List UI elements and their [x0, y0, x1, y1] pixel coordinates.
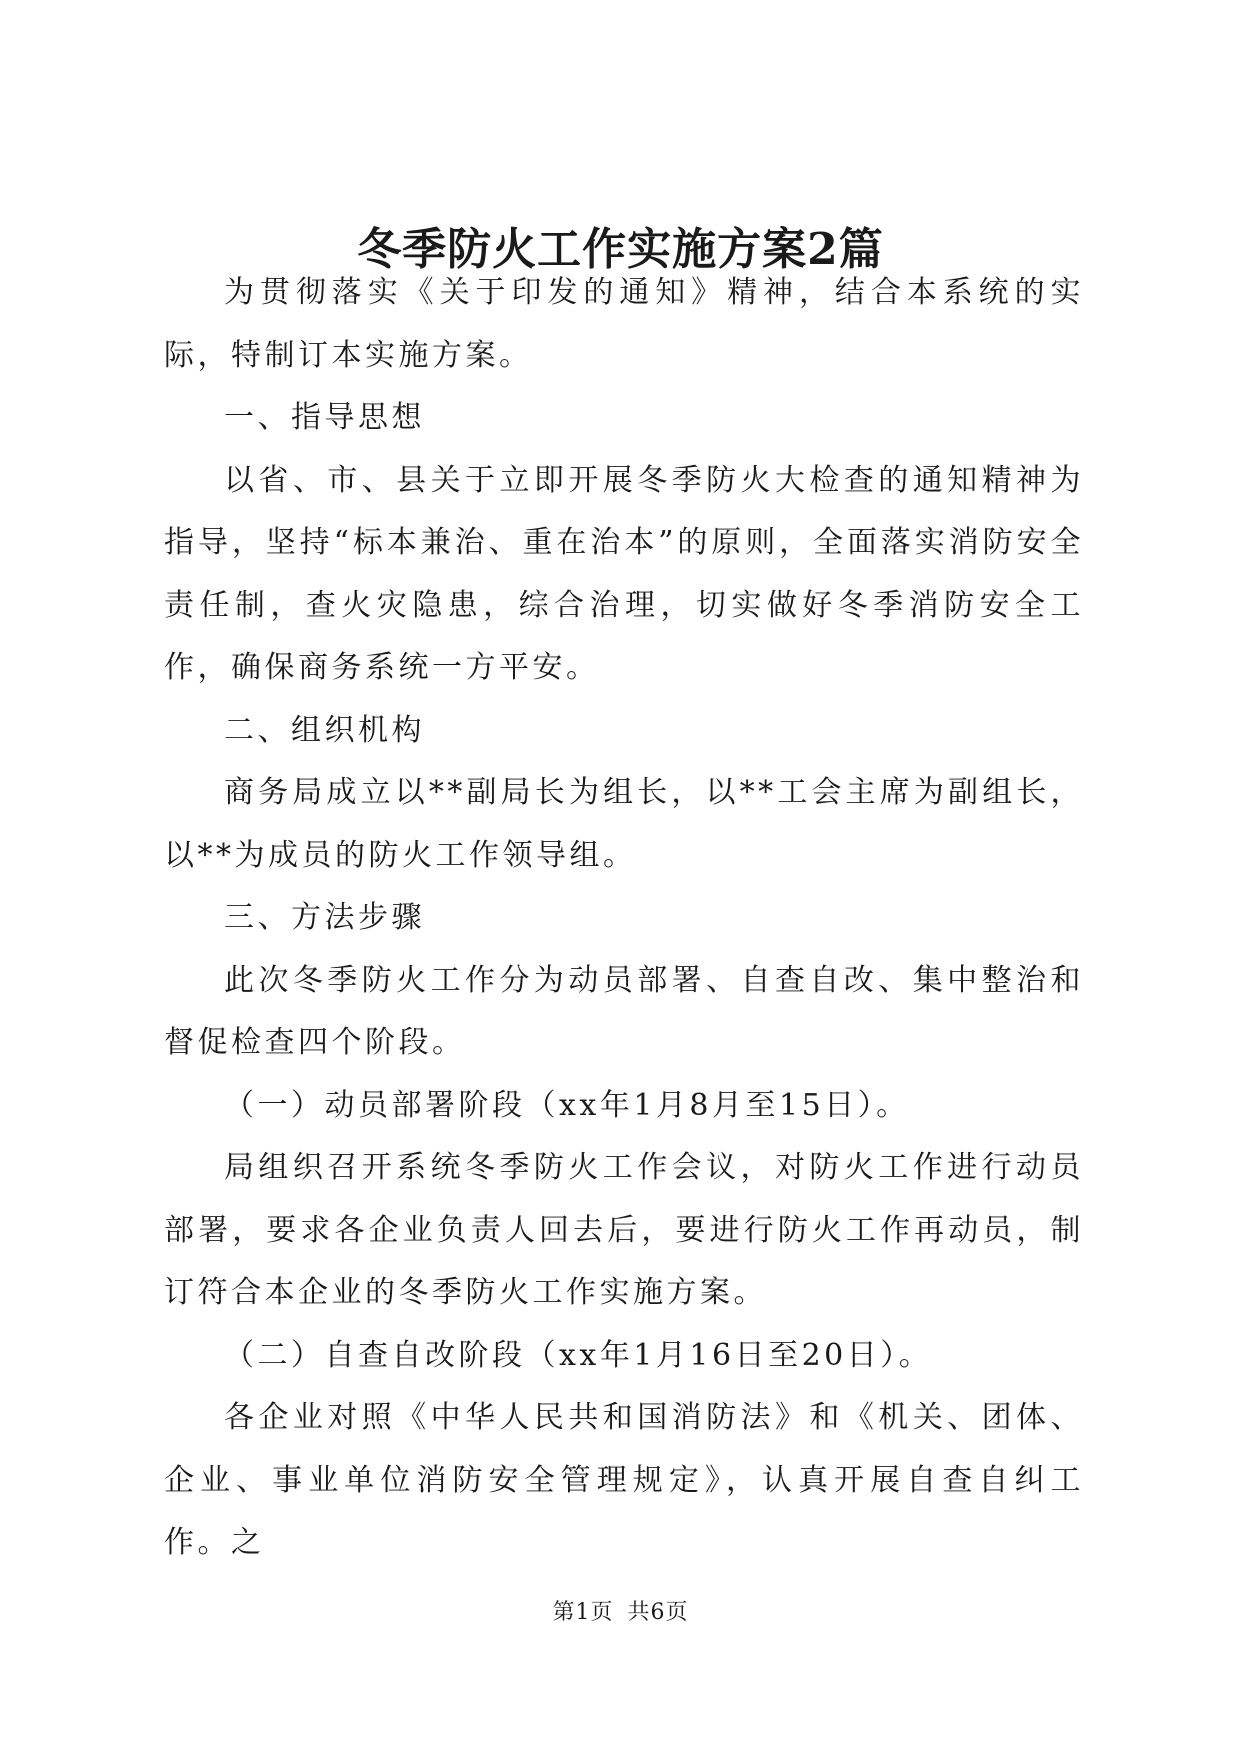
heading-methods-steps: 三、方法步骤	[224, 900, 425, 935]
subheading-self-check-stage: （二）自查自改阶段（xx年1月16日至20日）。	[224, 1337, 933, 1373]
paragraph-methods-steps: 此次冬季防火工作分为动员部署、自查自改、集中整治和督促检查四个阶段。	[164, 962, 1084, 1060]
page-total: 共6页	[627, 1600, 689, 1625]
page-number: 第1页	[552, 1600, 614, 1625]
document-body	[164, 262, 1084, 1575]
paragraph-intro: 为贯彻落实《关于印发的通知》精神，结合本系统的实际，特制订本实施方案。	[164, 275, 1084, 373]
heading-guiding-ideology: 一、指导思想	[224, 400, 425, 435]
paragraph-organization: 商务局成立以**副局长为组长，以**工会主席为副组长，以**为成员的防火工作领导组。	[164, 775, 1084, 873]
subheading-mobilization-stage: （一）动员部署阶段（xx年1月8月至15日）。	[224, 1087, 910, 1123]
heading-organization: 二、组织机构	[224, 712, 425, 748]
paragraph-self-check-stage: 各企业对照《中华人民共和国消防法》和《机关、团体、企业、事业单位消防安全管理规定》，认真开展自查自纠工作。之	[164, 1400, 1084, 1560]
paragraph-guiding-ideology: 以省、市、县关于立即开展冬季防火大检查的通知精神为指导，坚持“标本兼治、重在治本”的原则，全面落实消防安全责任制，查火灾隐患，综合治理，切实做好冬季消防安全工作，确保商务系统一方平安。	[164, 462, 1084, 685]
document-title: 冬季防火工作实施方案2篇	[357, 224, 884, 275]
paragraph-mobilization-stage: 局组织召开系统冬季防火工作会议，对防火工作进行动员部署，要求各企业负责人回去后，要进行防火工作再动员，制订符合本企业的冬季防火工作实施方案。	[164, 1150, 1084, 1310]
page-footer	[0, 1598, 1241, 1628]
